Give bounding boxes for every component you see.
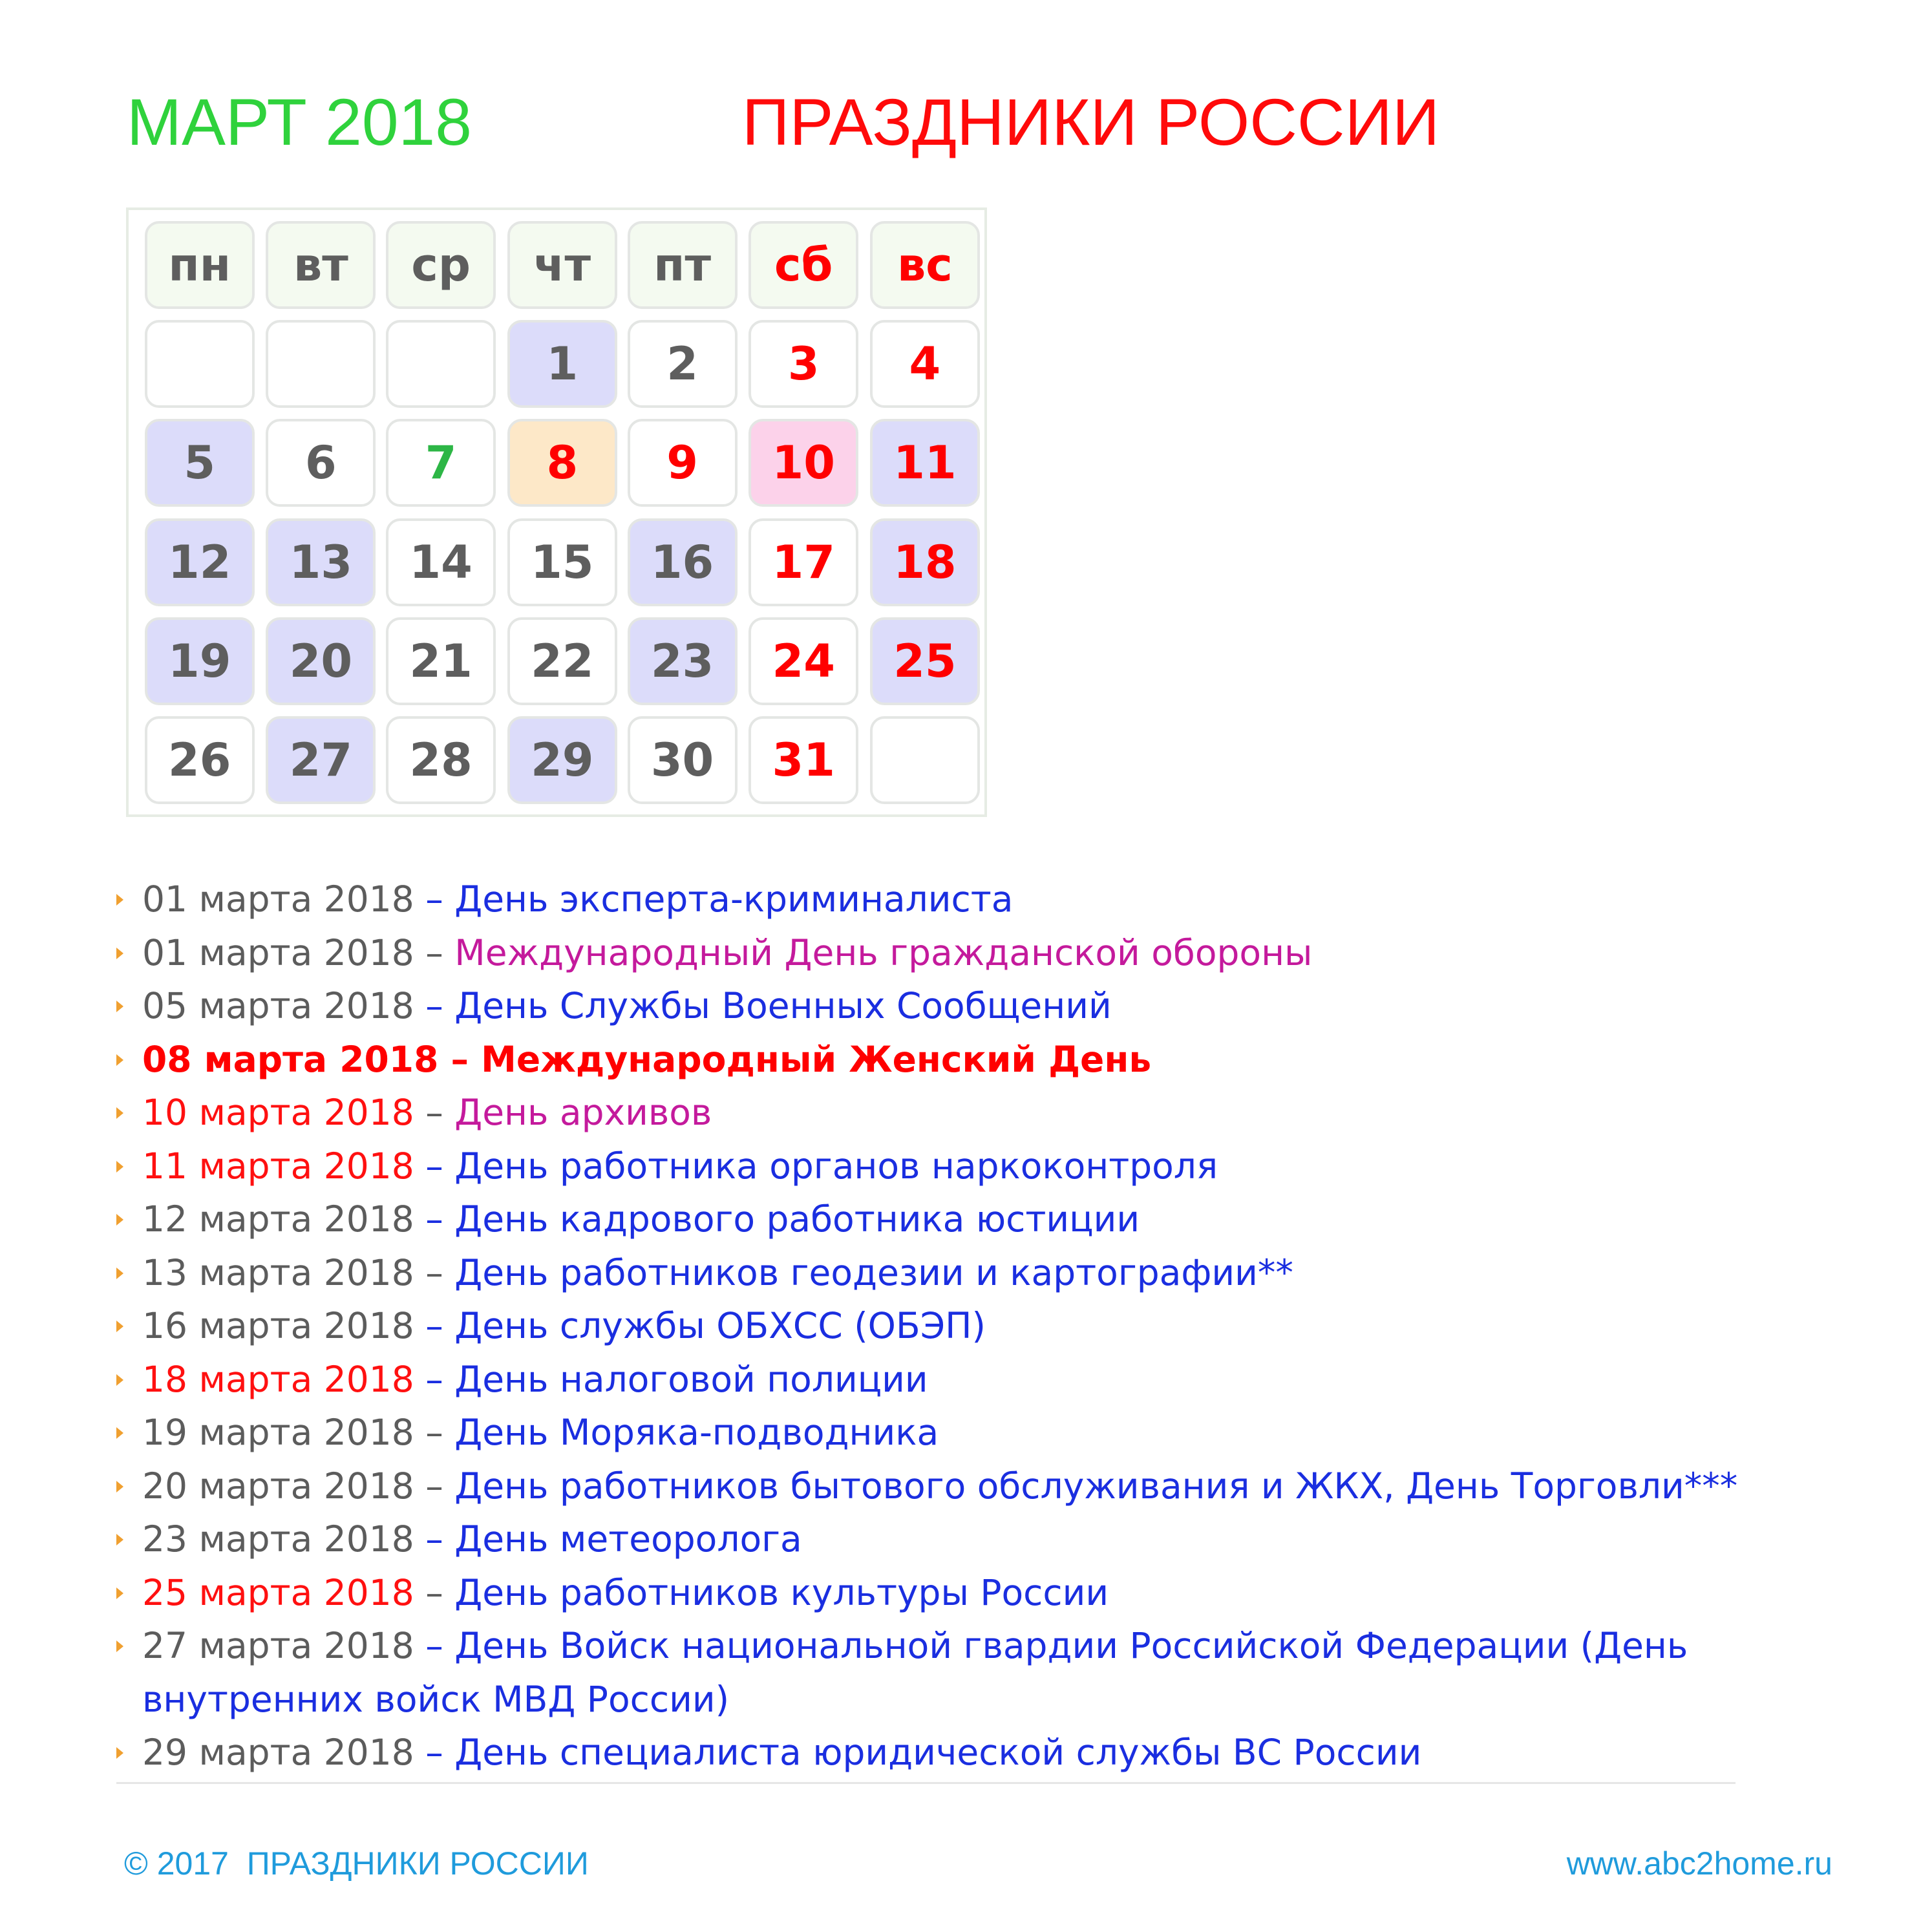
calendar-day: 8 bbox=[507, 419, 617, 507]
holiday-title[interactable]: День Моряка-подводника bbox=[454, 1412, 939, 1453]
calendar-day: 5 bbox=[145, 419, 255, 507]
calendar-day: 15 bbox=[507, 518, 617, 606]
holiday-list bbox=[110, 873, 1752, 1779]
bullet-arrow-icon bbox=[116, 1534, 123, 1545]
holiday-date: 20 марта 2018 bbox=[142, 1465, 414, 1507]
weekday-header: сб bbox=[748, 221, 858, 309]
holiday-date: 16 марта 2018 bbox=[142, 1305, 414, 1346]
month-title: МАРТ 2018 bbox=[127, 85, 472, 159]
calendar-day: 11 bbox=[870, 419, 980, 507]
holiday-title[interactable]: День работников культуры России bbox=[454, 1571, 1109, 1613]
calendar-day: 23 bbox=[628, 617, 738, 705]
holiday-date: 25 марта 2018 bbox=[142, 1571, 414, 1613]
holiday-item bbox=[110, 1353, 1752, 1407]
bullet-arrow-icon bbox=[116, 948, 123, 959]
holiday-title[interactable]: День метеоролога bbox=[454, 1518, 802, 1560]
weekday-header: чт bbox=[507, 221, 617, 309]
calendar-day: 6 bbox=[266, 419, 376, 507]
calendar-day: 30 bbox=[628, 716, 738, 804]
bullet-arrow-icon bbox=[116, 1747, 123, 1759]
calendar-day: 4 bbox=[870, 320, 980, 408]
calendar-empty-cell bbox=[145, 320, 255, 408]
calendar-day: 31 bbox=[748, 716, 858, 804]
holiday-date: 19 марта 2018 bbox=[142, 1412, 414, 1453]
calendar-day: 13 bbox=[266, 518, 376, 606]
holiday-item bbox=[110, 1566, 1752, 1620]
calendar-day: 14 bbox=[386, 518, 496, 606]
holiday-item bbox=[110, 1033, 1752, 1087]
weekday-header: вт bbox=[266, 221, 376, 309]
footer-copyright: © 2017 ПРАЗДНИКИ РОССИИ bbox=[124, 1845, 589, 1882]
holiday-separator: – bbox=[438, 1038, 482, 1080]
holiday-item bbox=[110, 1619, 1752, 1726]
weekday-header: пн bbox=[145, 221, 255, 309]
holiday-separator: – bbox=[414, 1145, 455, 1187]
holiday-item bbox=[110, 873, 1752, 926]
holiday-title[interactable]: Международный День гражданской обороны bbox=[454, 931, 1313, 973]
holiday-separator: – bbox=[414, 1571, 455, 1613]
bullet-arrow-icon bbox=[116, 1640, 123, 1652]
calendar-day: 20 bbox=[266, 617, 376, 705]
holiday-item bbox=[110, 926, 1752, 980]
weekday-header: ср bbox=[386, 221, 496, 309]
holiday-item bbox=[110, 1406, 1752, 1460]
calendar-day: 21 bbox=[386, 617, 496, 705]
bullet-arrow-icon bbox=[116, 1214, 123, 1226]
holiday-title[interactable]: День налоговой полиции bbox=[454, 1358, 928, 1400]
calendar-empty-cell bbox=[870, 716, 980, 804]
holiday-item bbox=[110, 1246, 1752, 1300]
holiday-separator: – bbox=[414, 1358, 455, 1400]
holiday-separator: – bbox=[414, 931, 455, 973]
holiday-title[interactable]: День работника органов наркоконтроля bbox=[454, 1145, 1218, 1187]
calendar-grid bbox=[126, 207, 987, 817]
holiday-title[interactable]: День Войск национальной гвардии Российской Федерации (День внутренних войск МВД России) bbox=[142, 1625, 1688, 1720]
holiday-item bbox=[110, 979, 1752, 1033]
calendar-day: 29 bbox=[507, 716, 617, 804]
bullet-arrow-icon bbox=[116, 1001, 123, 1012]
holiday-date: 27 марта 2018 bbox=[142, 1625, 414, 1666]
holiday-date: 01 марта 2018 bbox=[142, 878, 414, 920]
weekday-header: вс bbox=[870, 221, 980, 309]
calendar-day: 16 bbox=[628, 518, 738, 606]
calendar-empty-cell bbox=[266, 320, 376, 408]
holiday-date: 29 марта 2018 bbox=[142, 1732, 414, 1773]
holiday-separator: – bbox=[414, 1412, 455, 1453]
calendar-day: 25 bbox=[870, 617, 980, 705]
bullet-arrow-icon bbox=[116, 894, 123, 906]
holiday-date: 01 марта 2018 bbox=[142, 931, 414, 973]
weekday-header: пт bbox=[628, 221, 738, 309]
holiday-separator: – bbox=[414, 1198, 455, 1240]
holiday-date: 08 марта 2018 bbox=[142, 1038, 439, 1080]
calendar-day: 3 bbox=[748, 320, 858, 408]
calendar-day: 10 bbox=[748, 419, 858, 507]
holiday-title[interactable]: День работников бытового обслуживания и ЖКХ, День Торговли*** bbox=[454, 1465, 1738, 1507]
calendar-day: 17 bbox=[748, 518, 858, 606]
holiday-date: 18 марта 2018 bbox=[142, 1358, 414, 1400]
holiday-date: 13 марта 2018 bbox=[142, 1251, 414, 1293]
holiday-title[interactable]: День специалиста юридической службы ВС России bbox=[454, 1732, 1422, 1773]
holiday-item bbox=[110, 1299, 1752, 1353]
footer-website-link[interactable]: www.abc2home.ru bbox=[1566, 1845, 1832, 1882]
holiday-item bbox=[110, 1460, 1752, 1513]
bullet-arrow-icon bbox=[116, 1587, 123, 1599]
calendar-day: 12 bbox=[145, 518, 255, 606]
bullet-arrow-icon bbox=[116, 1054, 123, 1066]
holiday-date: 12 марта 2018 bbox=[142, 1198, 414, 1240]
divider bbox=[116, 1782, 1736, 1784]
holiday-title[interactable]: День эксперта-криминалиста bbox=[454, 878, 1014, 920]
calendar-day: 28 bbox=[386, 716, 496, 804]
calendar-day: 2 bbox=[628, 320, 738, 408]
bullet-arrow-icon bbox=[116, 1374, 123, 1386]
holiday-title[interactable]: День архивов bbox=[454, 1092, 712, 1133]
holiday-item bbox=[110, 1140, 1752, 1193]
bullet-arrow-icon bbox=[116, 1427, 123, 1439]
holiday-date: 05 марта 2018 bbox=[142, 985, 414, 1026]
holiday-date: 11 марта 2018 bbox=[142, 1145, 414, 1187]
holiday-separator: – bbox=[414, 1092, 455, 1133]
calendar-day: 18 bbox=[870, 518, 980, 606]
holiday-separator: – bbox=[414, 1518, 455, 1560]
bullet-arrow-icon bbox=[116, 1161, 123, 1173]
holiday-title[interactable]: День работников геодезии и картографии** bbox=[454, 1251, 1293, 1293]
calendar-empty-cell bbox=[386, 320, 496, 408]
calendar-day: 7 bbox=[386, 419, 496, 507]
holiday-separator: – bbox=[414, 1305, 455, 1346]
calendar-day: 24 bbox=[748, 617, 858, 705]
holiday-title[interactable]: День кадрового работника юстиции bbox=[454, 1198, 1140, 1240]
holiday-title[interactable]: День Службы Военных Сообщений bbox=[454, 985, 1112, 1026]
holiday-item bbox=[110, 1726, 1752, 1779]
bullet-arrow-icon bbox=[116, 1268, 123, 1279]
holiday-date: 23 марта 2018 bbox=[142, 1518, 414, 1560]
calendar-day: 1 bbox=[507, 320, 617, 408]
calendar-day: 19 bbox=[145, 617, 255, 705]
holiday-item bbox=[110, 1513, 1752, 1566]
holiday-item bbox=[110, 1193, 1752, 1246]
bullet-arrow-icon bbox=[116, 1321, 123, 1332]
calendar-day: 26 bbox=[145, 716, 255, 804]
holiday-date: 10 марта 2018 bbox=[142, 1092, 414, 1133]
holiday-separator: – bbox=[414, 985, 455, 1026]
site-title: ПРАЗДНИКИ РОССИИ bbox=[742, 85, 1440, 159]
holiday-separator: – bbox=[414, 1465, 455, 1507]
calendar-day: 27 bbox=[266, 716, 376, 804]
calendar-day: 22 bbox=[507, 617, 617, 705]
holiday-separator: – bbox=[414, 1625, 455, 1666]
calendar-day: 9 bbox=[628, 419, 738, 507]
holiday-title[interactable]: День службы ОБХСС (ОБЭП) bbox=[454, 1305, 986, 1346]
bullet-arrow-icon bbox=[116, 1107, 123, 1119]
holiday-item bbox=[110, 1086, 1752, 1140]
holiday-separator: – bbox=[414, 878, 455, 920]
holiday-separator: – bbox=[414, 1732, 455, 1773]
bullet-arrow-icon bbox=[116, 1481, 123, 1492]
holiday-separator: – bbox=[414, 1251, 455, 1293]
holiday-title[interactable]: Международный Женский День bbox=[481, 1038, 1152, 1080]
